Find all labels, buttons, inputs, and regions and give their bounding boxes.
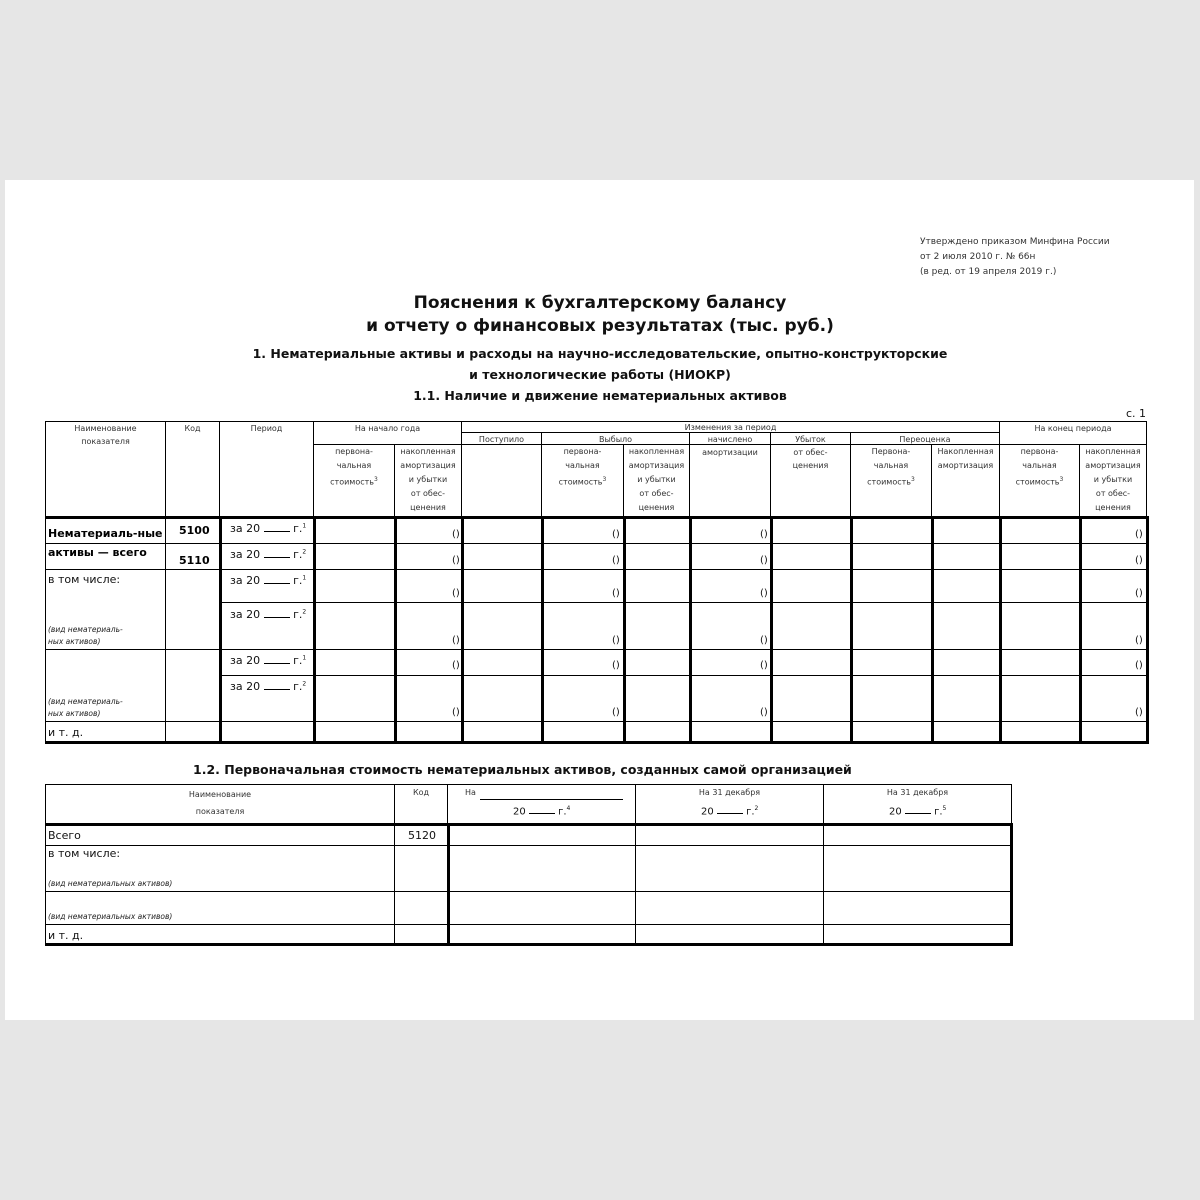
header-text: накопленная (1085, 447, 1141, 456)
header-text: Накопленная (937, 447, 994, 456)
header-text: и убытки (637, 475, 676, 484)
t2-col-code: Код (412, 788, 430, 797)
period-suffix: г. (293, 608, 303, 621)
col-start-header: На начало года (354, 424, 421, 433)
paren: () (1135, 555, 1143, 566)
period-suffix: г. (293, 574, 303, 587)
period-label: за 20 г.$^2$ (230, 608, 307, 621)
col-amort-header (690, 433, 770, 459)
sub-accum-disposed (624, 445, 689, 515)
approval-line: Утверждено приказом Минфина России (920, 237, 1110, 247)
col-reval-header: Переоценка (899, 435, 951, 444)
approval-line: (в ред. от 19 апреля 2019 г.) (920, 267, 1057, 277)
sub-init-disposed (542, 445, 623, 490)
header-text: стоимость$^3$ (1015, 476, 1064, 487)
paren: () (452, 555, 460, 566)
header-text: накопленная (400, 447, 456, 456)
header-text: показателя (195, 807, 245, 816)
header-text: от обес- (410, 489, 446, 498)
sub-init-reval (851, 445, 931, 490)
header-text: амортизация (628, 461, 685, 470)
header-text: стоимость$^3$ (330, 476, 378, 487)
header-text: ценения (1095, 503, 1131, 512)
paren: () (452, 588, 460, 599)
header-text: стоимость$^3$ (867, 476, 915, 487)
t2-code-5120: 5120 (408, 829, 436, 842)
period-label: за 20 г.$^2$ (230, 680, 307, 693)
col-disposed-header: Выбыло (598, 435, 633, 444)
period-suffix: г. (293, 548, 303, 561)
header-text: накопленная (628, 447, 685, 456)
doc-title: Пояснения к бухгалтерскому балансу (413, 293, 787, 313)
header-text: стоимость (1015, 477, 1060, 487)
paren: () (612, 635, 620, 646)
section-11-title: 1.1. Наличие и движение нематериальных активов (413, 388, 787, 403)
sub-init-start (314, 445, 394, 490)
header-text: от обес- (639, 489, 674, 498)
header-text: амортизация (937, 461, 994, 470)
paren: () (760, 555, 768, 566)
paren: () (760, 707, 768, 718)
header-text: Первона- (871, 447, 911, 456)
period-prefix: за 20 (230, 654, 261, 667)
paren: () (760, 635, 768, 646)
period-prefix: за 20 (230, 680, 261, 693)
header-text: амортизация (1085, 461, 1141, 470)
header-text: стоимость (558, 477, 603, 487)
section-12-title: 1.2. Первоначальная стоимость нематериальных активов, созданных самой организацией (193, 762, 852, 777)
header-text: первона- (563, 447, 602, 456)
col-received-header: Поступило (478, 435, 525, 444)
period-suffix: г. (293, 654, 303, 667)
year-suffix: г. (746, 806, 755, 818)
period-prefix: за 20 (230, 548, 261, 561)
paren: () (612, 529, 620, 540)
paren: () (760, 529, 768, 540)
t2-total: Всего (48, 829, 81, 842)
code-5110: 5110 (179, 554, 210, 567)
year-suffix: г. (558, 806, 567, 818)
paren: () (1135, 707, 1143, 718)
kind-label (48, 624, 123, 648)
paren: () (452, 529, 460, 540)
kind-text: (вид нематериаль- (48, 697, 123, 706)
kind-text: ных активов) (48, 709, 101, 718)
sub-accum-reval (932, 445, 999, 473)
paren: () (452, 707, 460, 718)
t2-incl: в том числе: (48, 847, 121, 860)
header-text: от обес- (1095, 489, 1131, 498)
incl-label: в том числе: (48, 573, 121, 586)
header-text: и убытки (408, 475, 448, 484)
page-number: с. 1 (1126, 407, 1147, 420)
year-prefix: 20 (513, 806, 526, 818)
t2-col-name (46, 786, 394, 820)
header-text: Наименование (74, 424, 137, 433)
kind-text: (вид нематериаль- (48, 625, 123, 634)
period-label: за 20 г.$^1$ (230, 522, 307, 535)
t2-year-2: 20 г.$^2$ (701, 805, 759, 818)
header-text: стоимость (867, 477, 912, 487)
approval-line: от 2 июля 2010 г. № 66н (920, 252, 1036, 262)
header-text: начислено (707, 435, 753, 444)
period-suffix: г. (293, 680, 303, 693)
section-1-title: 1. Нематериальные активы и расходы на научно-исследовательские, опытно-конструкторские (252, 346, 948, 361)
t2-year-3: 20 г.$^5$ (889, 805, 947, 818)
period-prefix: за 20 (230, 608, 261, 621)
col-end-header: На конец периода (1034, 424, 1112, 433)
paren: () (612, 660, 620, 671)
approval-note (920, 235, 1110, 280)
period-label: за 20 г.$^1$ (230, 574, 307, 587)
header-text: ценения (638, 503, 675, 512)
header-text: амортизации (702, 448, 758, 457)
t2-etc: и т. д. (48, 929, 84, 942)
year-suffix: г. (934, 806, 943, 818)
period-suffix: г. (293, 522, 303, 535)
sub-accum-end (1080, 445, 1146, 515)
header-text: чальная (336, 461, 372, 470)
t2-col-on: На (465, 788, 476, 797)
paren: () (612, 707, 620, 718)
t2-col-dec1: На 31 декабря (698, 788, 761, 797)
paren: () (760, 588, 768, 599)
col-loss-header (771, 433, 850, 472)
t2-kind: (вид нематериальных активов) (48, 879, 173, 888)
paren: () (760, 660, 768, 671)
header-text: чальная (565, 461, 600, 470)
code-5100: 5100 (179, 524, 210, 537)
period-label: за 20 г.$^2$ (230, 548, 307, 561)
col-changes-header: Изменения за период (684, 423, 777, 432)
paren: () (1135, 635, 1143, 646)
header-text: Убыток (795, 435, 826, 444)
paren: () (452, 635, 460, 646)
kind-text: ных активов) (48, 637, 101, 646)
t2-col-dec2: На 31 декабря (886, 788, 949, 797)
doc-title-2: и отчету о финансовых результатах (тыс. руб.) (366, 316, 834, 336)
total-label: Нематериаль-ные (48, 527, 163, 540)
period-prefix: за 20 (230, 574, 261, 587)
year-prefix: 20 (889, 806, 902, 818)
header-text: стоимость (330, 477, 375, 487)
header-text: чальная (873, 461, 909, 470)
paren: () (612, 588, 620, 599)
kind-label (48, 696, 123, 720)
sub-init-end (1000, 445, 1079, 490)
period-prefix: за 20 (230, 522, 261, 535)
header-text: Наименование (188, 790, 252, 799)
header-text: ценения (792, 461, 829, 470)
period-label: за 20 г.$^1$ (230, 654, 307, 667)
col-name-header (46, 422, 165, 448)
t2-kind: (вид нематериальных активов) (48, 912, 173, 921)
total-label-2: активы — всего (48, 546, 147, 559)
header-text: от обес- (793, 448, 828, 457)
header-text: показателя (81, 437, 130, 446)
paren: () (1135, 660, 1143, 671)
header-text: чальная (1022, 461, 1057, 470)
paren: () (1135, 588, 1143, 599)
header-text: амортизация (400, 461, 456, 470)
header-text: первона- (1020, 447, 1059, 456)
paren: () (452, 660, 460, 671)
header-text: и убытки (1093, 475, 1133, 484)
header-text: первона- (335, 447, 373, 456)
paren: () (1135, 529, 1143, 540)
year-prefix: 20 (701, 806, 714, 818)
col-period-header: Период (250, 424, 283, 433)
t2-year-1: 20 г.$^4$ (513, 805, 571, 818)
sub-accum-start (395, 445, 461, 515)
header-text: стоимость$^3$ (558, 476, 607, 487)
paren: () (612, 555, 620, 566)
header-text: ценения (410, 503, 446, 512)
etc-label: и т. д. (48, 726, 84, 739)
section-1-title-2: и технологические работы (НИОКР) (469, 367, 731, 382)
col-code-header: Код (184, 424, 201, 433)
